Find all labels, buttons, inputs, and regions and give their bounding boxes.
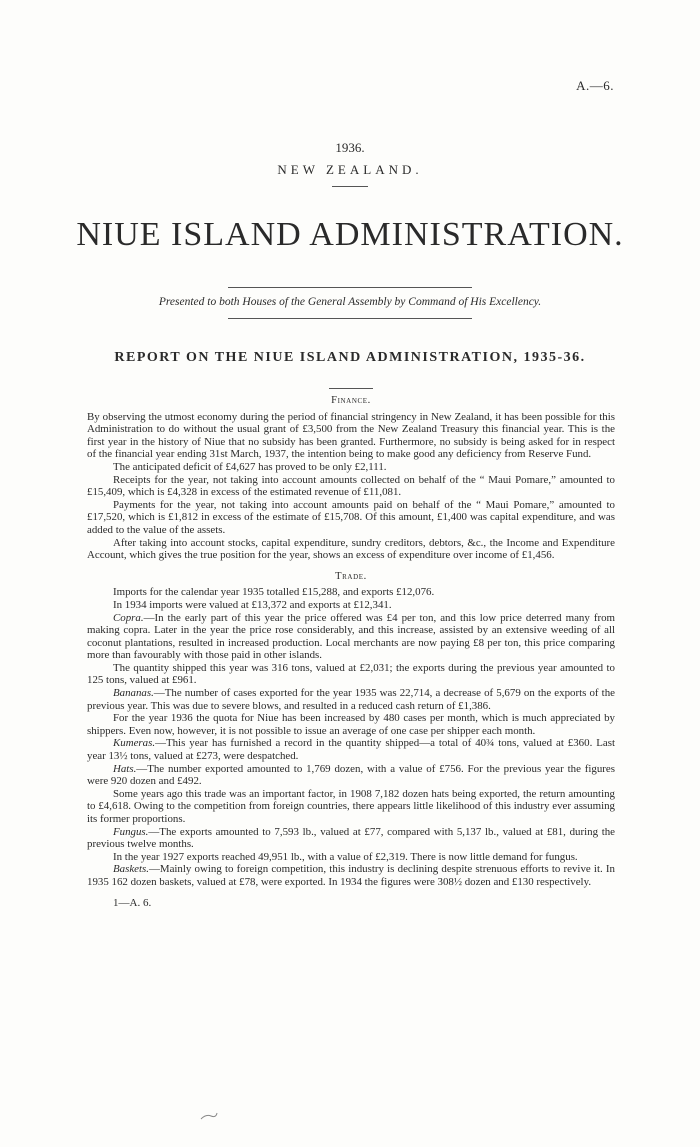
document-title: NIUE ISLAND ADMINISTRATION. (76, 216, 624, 253)
trade-paragraph: In the year 1927 exports reached 49,951 lb., with a value of £2,319. There is now little demand for fungus. (113, 850, 578, 863)
country-line: NEW ZEALAND. (277, 162, 423, 177)
finance-paragraph: After taking into account stocks, capital expenditure, sundry creditors, debtors, &c., the Income and Expenditure Account, which gives the true position for the year, shows an excess of expenditure over income of £1,456. (87, 536, 615, 562)
baskets-paragraph (87, 863, 615, 888)
kumeras-text: —This year has furnished a record in the quantity shipped—a total of 40¾ tons, valued at £360. Last year 13½ tons, valued at £273, were despatched. (87, 737, 615, 763)
finance-paragraph: The anticipated deficit of £4,627 has proved to be only £2,111. (113, 460, 387, 473)
hats-text: —The number exported amounted to 1,769 dozen, with a value of £756. For the previous year the figures were 920 dozen and £492. (87, 762, 615, 788)
finance-paragraph: Payments for the year, not taking into account amounts paid on behalf of the “ Maui Pomare,” amounted to £17,520, which is £1,812 in excess of the estimate of £15,708. Of this amount, £1,400 was capital expenditure, and was added to the value of the assets. (87, 498, 615, 536)
presented-line: Presented to both Houses of the General Assembly by Command of His Excellency. (158, 296, 542, 308)
trade-paragraph: For the year 1936 the quota for Niue has been increased by 480 cases per month, which is much appreciated by shippers. Even now, however, it is not possible to issue an average of one case per shipper each month. (87, 712, 615, 737)
copra-text: —In the early part of this year the price offered was £4 per ton, and this low price deterred many from making copra. Later in the year the price rose considerably, and this increase, assisted by an extensive weeding of all coconut plantations, resulted in increased production. Local merchants are now paying £8 per ton, this price comparing more than favourably with those paid in other islands. (87, 611, 615, 662)
copra-paragraph (87, 612, 615, 662)
bananas-paragraph (87, 687, 615, 712)
presented-rule-bottom (228, 318, 472, 319)
finance-heading: Finance. (331, 395, 371, 406)
baskets-text: —Mainly owing to foreign competition, this industry is declining despite strenuous efforts to revive it. In 1935 162 dozen baskets, valued at £78, were exported. In 1934 the figures were 308½ dozen and £130 respectively. (87, 863, 615, 888)
fungus-paragraph (87, 826, 615, 851)
title-divider-short (332, 186, 368, 187)
finance-divider (329, 388, 373, 389)
page-signature: 1—A. 6. (113, 896, 152, 909)
finance-paragraph: Receipts for the year, not taking into account amounts collected on behalf of the “ Maui Pomare,” amounted to £15,409, which is £4,328 in excess of the estimated revenue of £11,081. (87, 473, 615, 499)
baskets-label: Baskets. (113, 863, 149, 876)
bananas-text: —The number of cases exported for the year 1935 was 22,714, a decrease of 5,679 on the exports of the previous year. This was due to severe blows, and resulted in a reduced cash return of £1,386. (87, 687, 615, 712)
presented-rule-top (228, 287, 472, 288)
finance-paragraph: By observing the utmost economy during the period of financial stringency in New Zealand, it has been possible for this Administration to do without the usual grant of £3,500 from the New Zealand Treasury this financial year. This is the first year in the history of Niue that no subsidy has been granted. Furthermore, no subsidy is being asked for in respect of the financial year ending 31st March, 1937, the intention being to make good any deficiency from Reserve Fund. (87, 410, 615, 461)
kumeras-paragraph (87, 737, 615, 762)
trade-paragraph: The quantity shipped this year was 316 tons, valued at £2,031; the exports during the previous year amounted to 125 tons, valued at £961. (87, 661, 615, 687)
copra-label: Copra. (113, 611, 144, 624)
hats-label: Hats. (113, 762, 137, 775)
trade-paragraph: Some years ago this trade was an important factor, in 1908 7,182 dozen hats being exported, the return amounting to £4,618. Owing to the competition from foreign countries, there appears little likelihood of this industry ever assuming its former proportions. (87, 787, 615, 825)
trade-heading: Trade. (335, 570, 367, 582)
fungus-label: Fungus. (113, 825, 149, 838)
hats-paragraph (87, 763, 615, 788)
kumeras-label: Kumeras. (113, 737, 156, 750)
bananas-label: Bananas. (113, 687, 154, 700)
report-body (87, 388, 615, 909)
fungus-text: —The exports amounted to 7,593 lb., valued at £77, compared with 5,137 lb., valued at £81, during the previous twelve months. (87, 825, 615, 851)
report-title: REPORT ON THE NIUE ISLAND ADMINISTRATION, 1935-36. (114, 350, 586, 365)
page-reference: A.—6. (576, 78, 614, 93)
ink-mark-icon (200, 1112, 218, 1120)
trade-paragraph: In 1934 imports were valued at £13,372 and exports at £12,341. (113, 598, 392, 611)
year-line: 1936. (335, 140, 365, 155)
trade-paragraph: Imports for the calendar year 1935 totalled £15,288, and exports £12,076. (113, 586, 435, 599)
